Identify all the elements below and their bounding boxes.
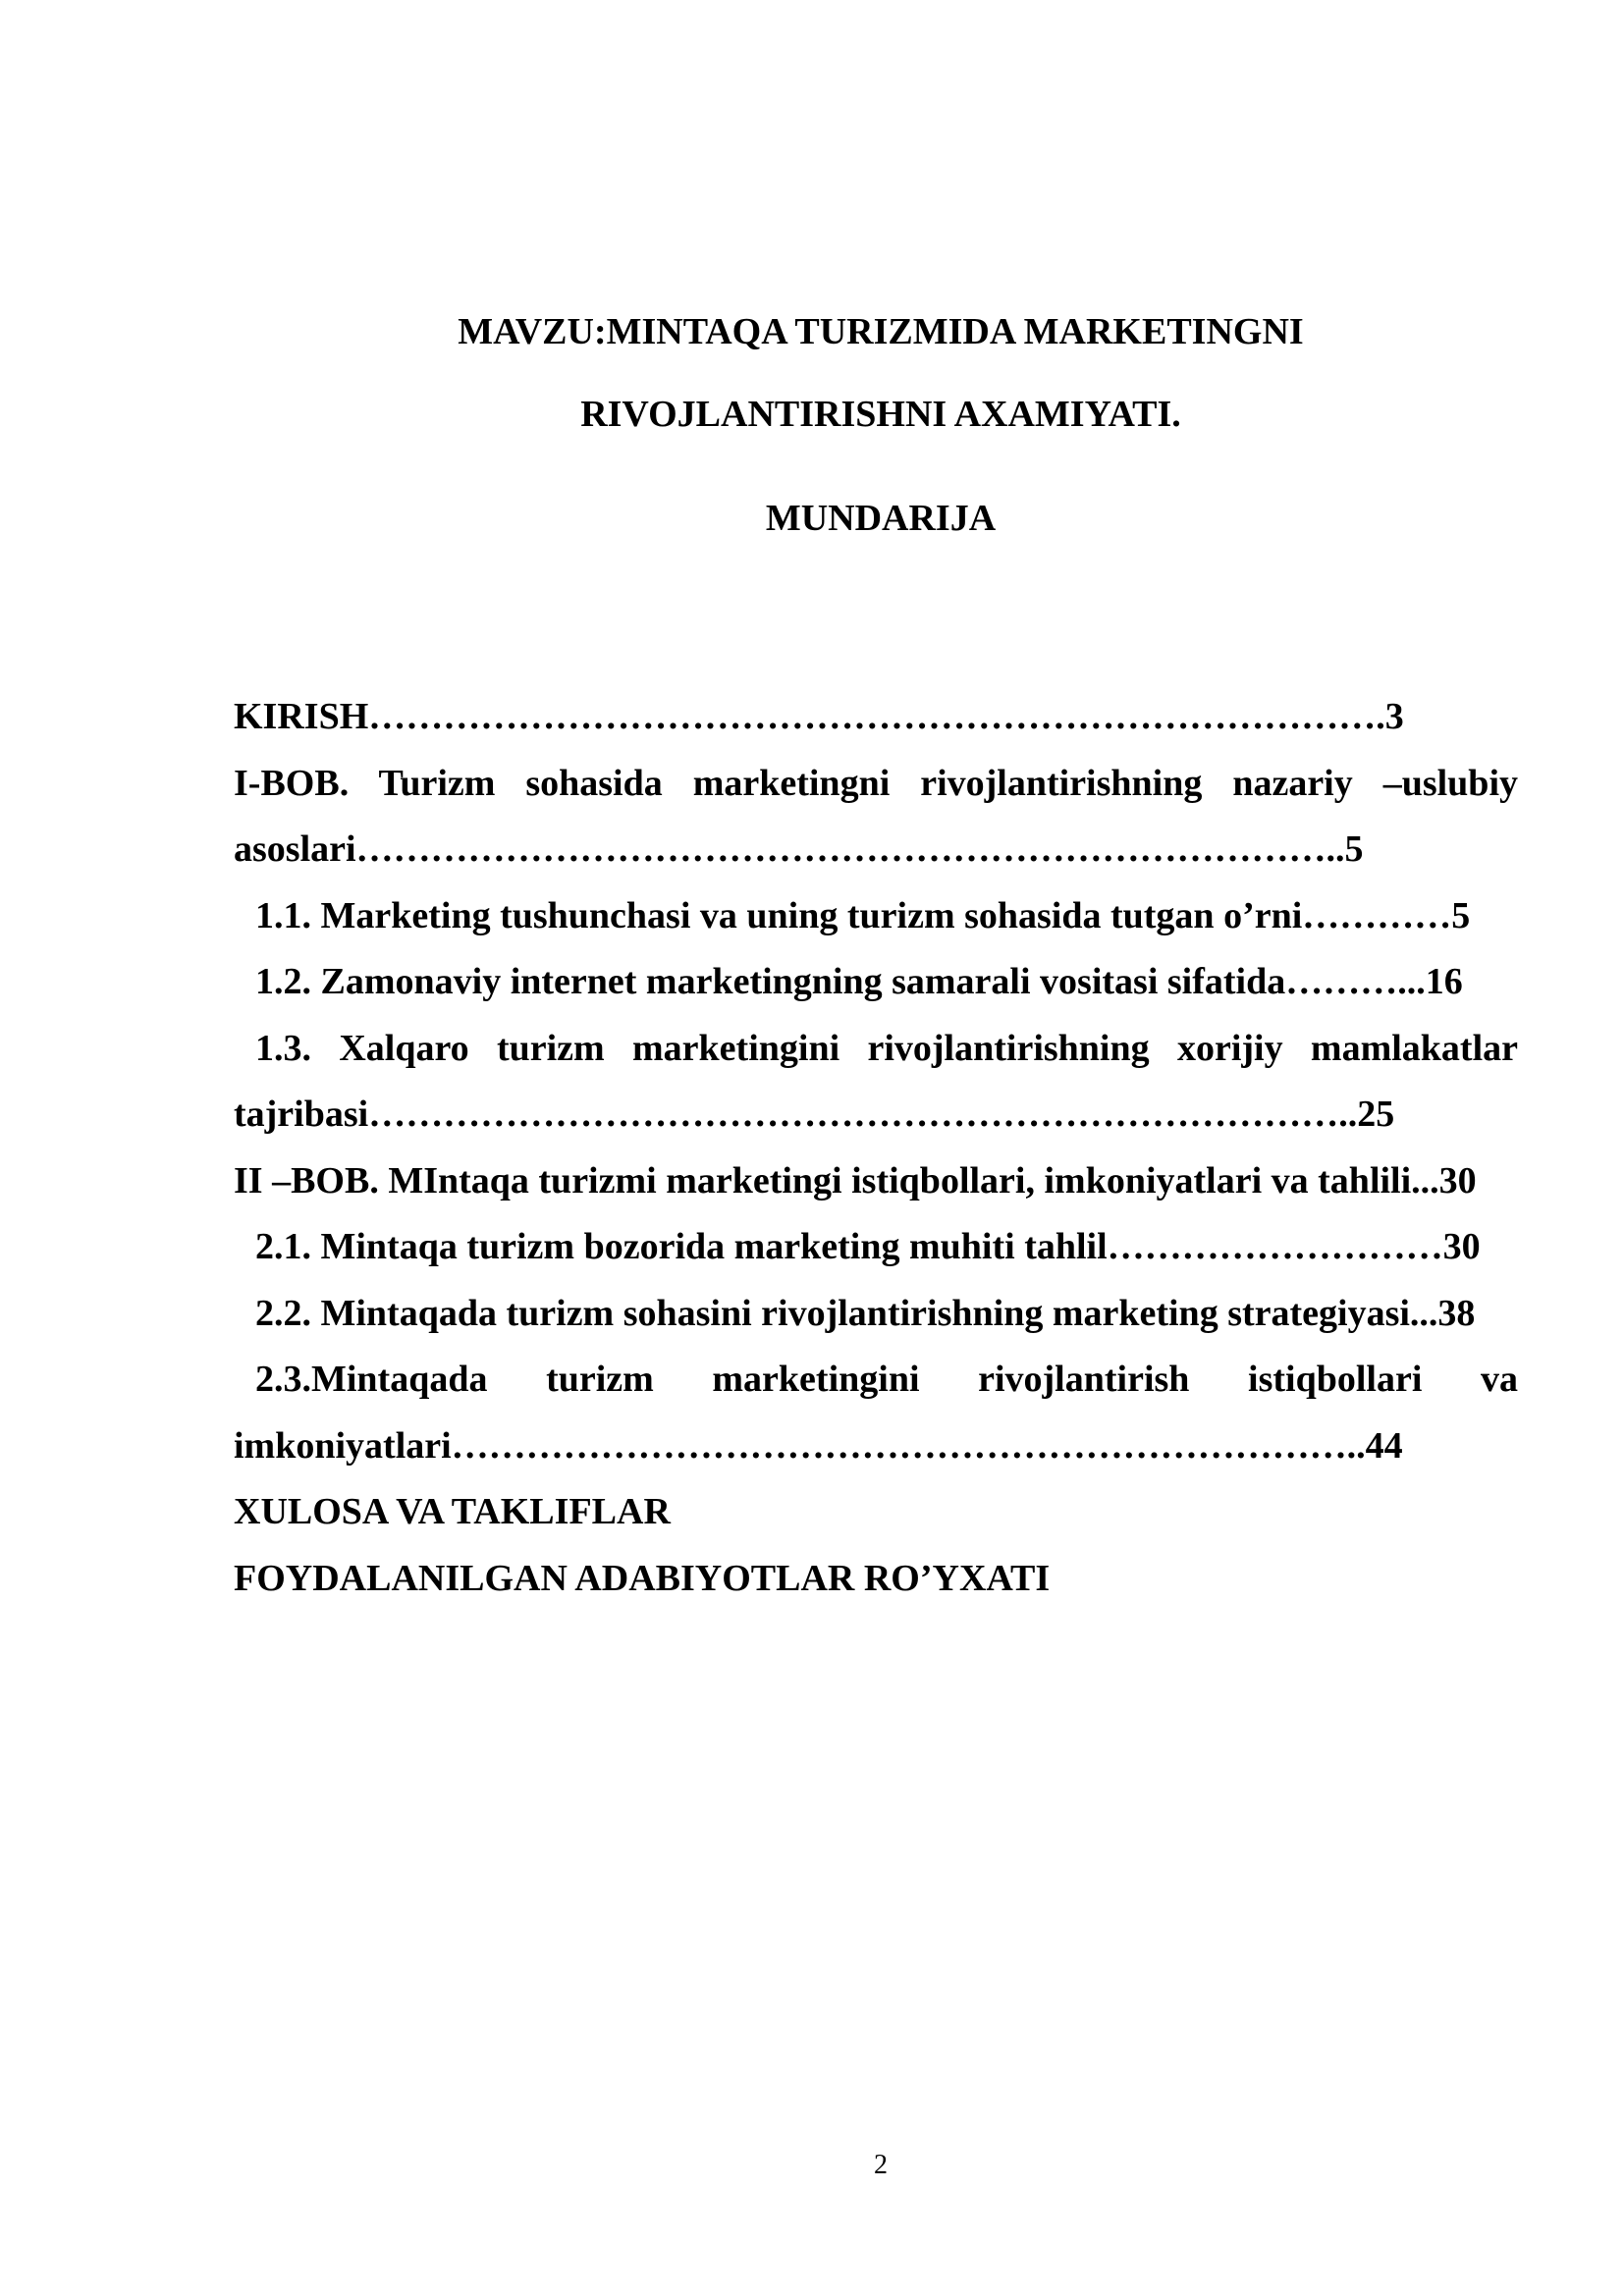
toc-entry-references [234, 1546, 1518, 1613]
toc-entry-line: XULOSA VA TAKLIFLAR [234, 1491, 671, 1532]
toc-entry-line: II –BOB. MIntaqa turizmi marketingi istiqbollari, imkoniyatlari va tahlili...30 [234, 1159, 1477, 1201]
toc-entry-line: 2.2. Mintaqada turizm sohasini rivojlantirishning marketing strategiyasi...38 [255, 1292, 1476, 1334]
document-title [0, 291, 1624, 455]
toc-entry-1-2 [234, 949, 1518, 1016]
toc-entry-line: 2.1. Mintaqa turizm bozorida marketing muhiti tahlil………………………30 [255, 1226, 1481, 1267]
toc-entry-2-1 [234, 1214, 1518, 1281]
toc-entry-line: 1.2. Zamonaviy internet marketingning samarali vositasi sifatida………...16 [255, 961, 1463, 1002]
toc-entry-line: asoslari……………………………………………………………………..5 [234, 828, 1364, 870]
toc-entry-1-3 [234, 1016, 1518, 1148]
toc-entry-line: KIRISH……………………………………………………………………….3 [234, 696, 1404, 737]
toc-entry-line: tajribasi……………………………………………………………………..25 [234, 1094, 1395, 1135]
toc-entry-2-3 [234, 1347, 1518, 1479]
toc-entry-conclusion [234, 1479, 1518, 1546]
toc-entry-line: 1.1. Marketing tushunchasi va uning turizm sohasida tutgan o’rni…………5 [255, 894, 1471, 936]
toc-entry-chapter-2 [234, 1148, 1518, 1215]
page-number: 2 [874, 2150, 888, 2180]
toc-heading: MUNDARIJA [765, 498, 997, 539]
title-line-2: RIVOJLANTIRISHNI AXAMIYATI. [580, 394, 1181, 435]
table-of-contents [234, 684, 1518, 1612]
toc-entry-kirish [234, 684, 1518, 751]
toc-entry-line: imkoniyatlari………………………………………………………………..44 [234, 1424, 1403, 1467]
toc-entry-line: I-BOB. Turizm sohasida marketingni rivojlantirishning nazariy –uslubiy [234, 762, 1518, 804]
title-line-1: MAVZU:MINTAQA TURIZMIDA MARKETINGNI [458, 311, 1304, 352]
toc-entry-1-1 [234, 883, 1518, 950]
toc-entry-chapter-1 [234, 751, 1518, 883]
toc-entry-line: 1.3. Xalqaro turizm marketingini rivojlantirishning xorijiy mamlakatlar [255, 1027, 1518, 1069]
toc-entry-2-2 [234, 1281, 1518, 1348]
toc-entry-line: FOYDALANILGAN ADABIYOTLAR RO’YXATI [234, 1557, 1051, 1599]
toc-entry-line: 2.3.Mintaqada turizm marketingini rivojlantirish istiqbollari va [255, 1359, 1518, 1400]
